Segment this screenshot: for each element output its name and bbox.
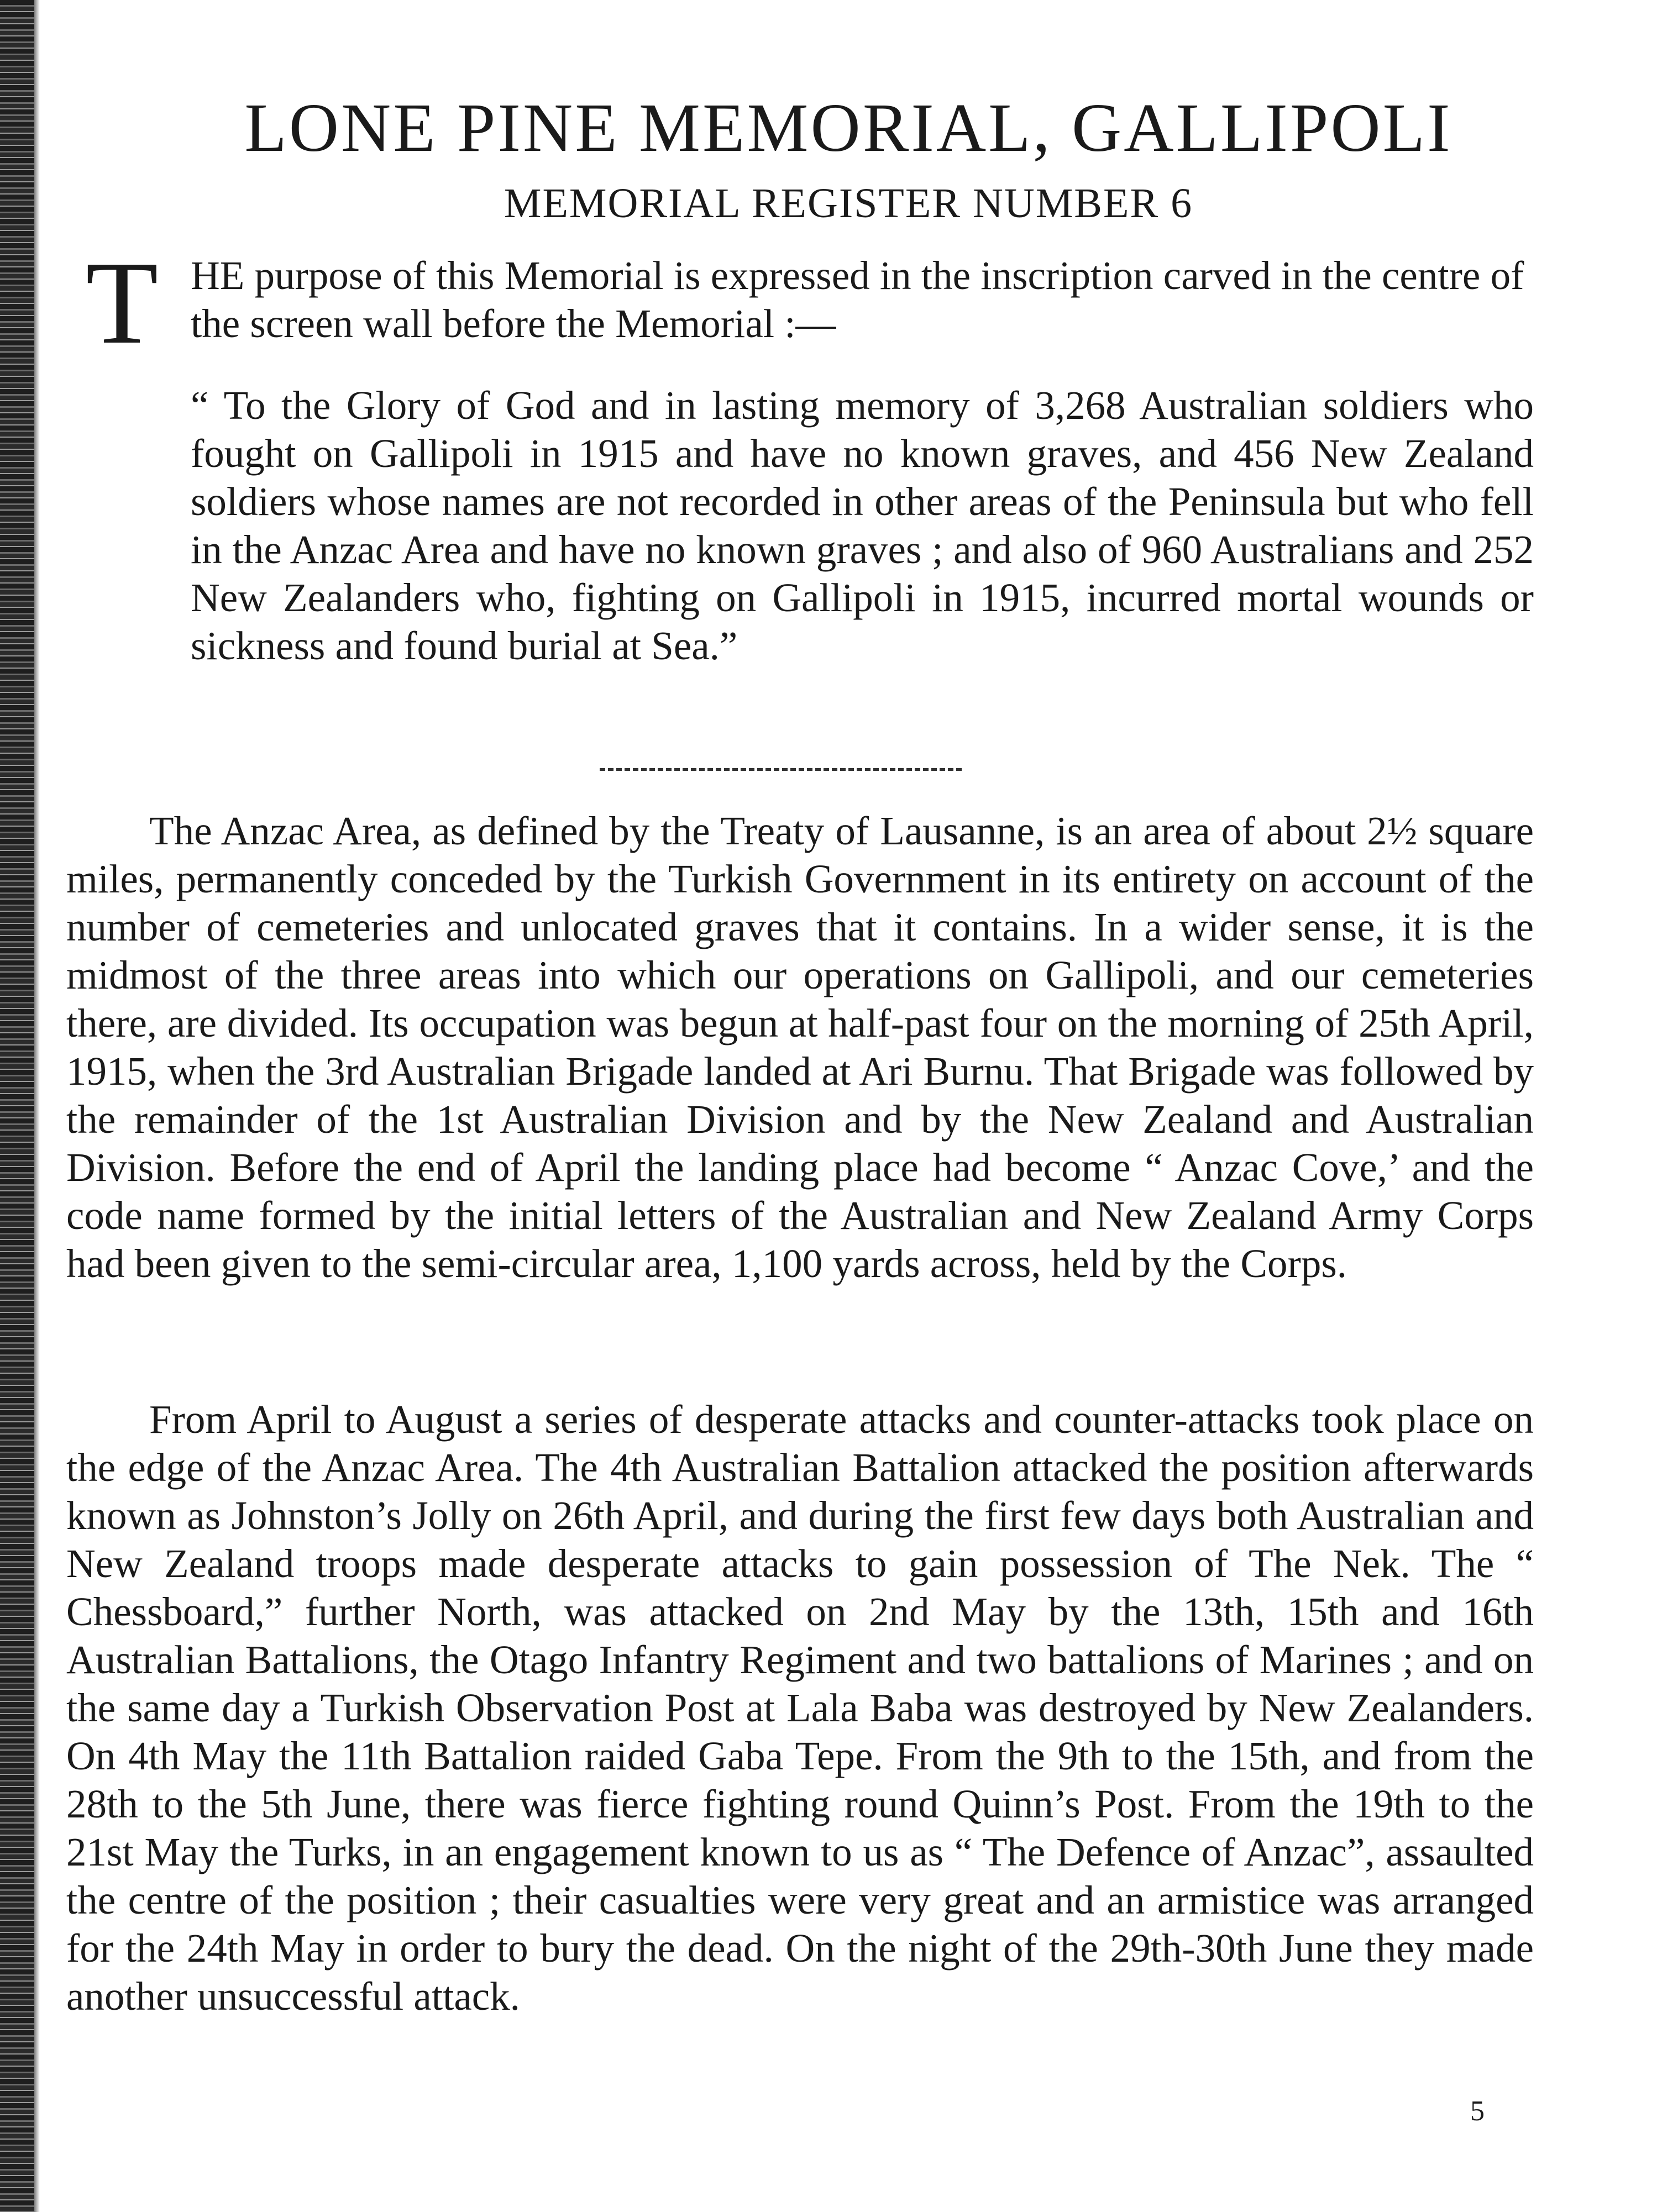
body-paragraph-attacks: From April to August a series of desperate attacks and counter-attacks took place on the edge of the Anzac Area. The 4th Australian Battalion attacked the position afterwards known as Johnston’s Jolly on 26th April, and during the first few days both Australian and New Zealand troops made desperate attacks to gain possession of The Nek. The “ Chessboard,” further North, was attacked on 2nd May by the 13th, 15th and 16th Australian Battalions, the Otago Infantry Regiment and two battalions of Marines ; and on the same day a Turkish Observation Post at Lala Baba was destroyed by New Zealanders. On 4th May the 11th Battalion raided Gaba Tepe. From the 9th to the 15th, and from the 28th to the 5th June, there was fierce fighting round Quinn’s Post. From the 19th to the 21st May the Turks, in an engagement known to us as “ The Defence of Anzac”, assaulted the centre of the position ; their casualties were very great and an armistice was arranged for the 24th May in order to bury the dead. On the night of the 29th-30th June they made another unsuccessful attack.	[66, 1397, 1534, 2019]
page-title: LONE PINE MEMORIAL, GALLIPOLI	[244, 90, 1453, 166]
inscription-quote: “ To the Glory of God and in lasting memory of 3,268 Australian soldiers who fought on Gallipoli in 1915 and have no known graves, and 456 New Zealand soldiers whose names are not recorded in other areas of the Peninsula but who fell in the Anzac Area and have no known graves ; and also of 960 Australians and 252 New Zealanders who, fighting on Gallipoli in 1915, incurred mortal wounds or sickness and found burial at Sea.”	[191, 383, 1534, 668]
body-paragraph-anzac-area: The Anzac Area, as defined by the Treaty of Lausanne, is an area of about 2½ square miles, permanently conceded by the Turkish Government in its entirety on account of the number of cemeteries and unlocated graves that it contains. In a wider sense, it is the midmost of the three areas into which our operations on Gallipoli, and our cemeteries there, are divided. Its occupation was begun at half-past four on the morning of 25th April, 1915, when the 3rd Australian Brigade landed at Ari Burnu. That Brigade was followed by the remainder of the 1st Australian Division and by the New Zealand and Australian Division. Before the end of April the landing place had become “ Anzac Cove,’ and the code name formed by the initial letters of the Australian and New Zealand Army Corps had been given to the semi-circular area, 1,100 yards across, held by the Corps.	[66, 808, 1534, 1286]
binding-edge-fade	[34, 0, 40, 2212]
section-divider	[600, 768, 962, 771]
intro-paragraph: HE purpose of this Memorial is expressed in the inscription carved in the centre of the screen wall before the Memorial :—	[191, 253, 1524, 346]
drop-cap: T	[86, 237, 159, 369]
page-subtitle: MEMORIAL REGISTER NUMBER 6	[504, 180, 1193, 227]
page-number: 5	[1470, 2095, 1485, 2127]
binding-edge-shadow	[0, 0, 34, 2212]
